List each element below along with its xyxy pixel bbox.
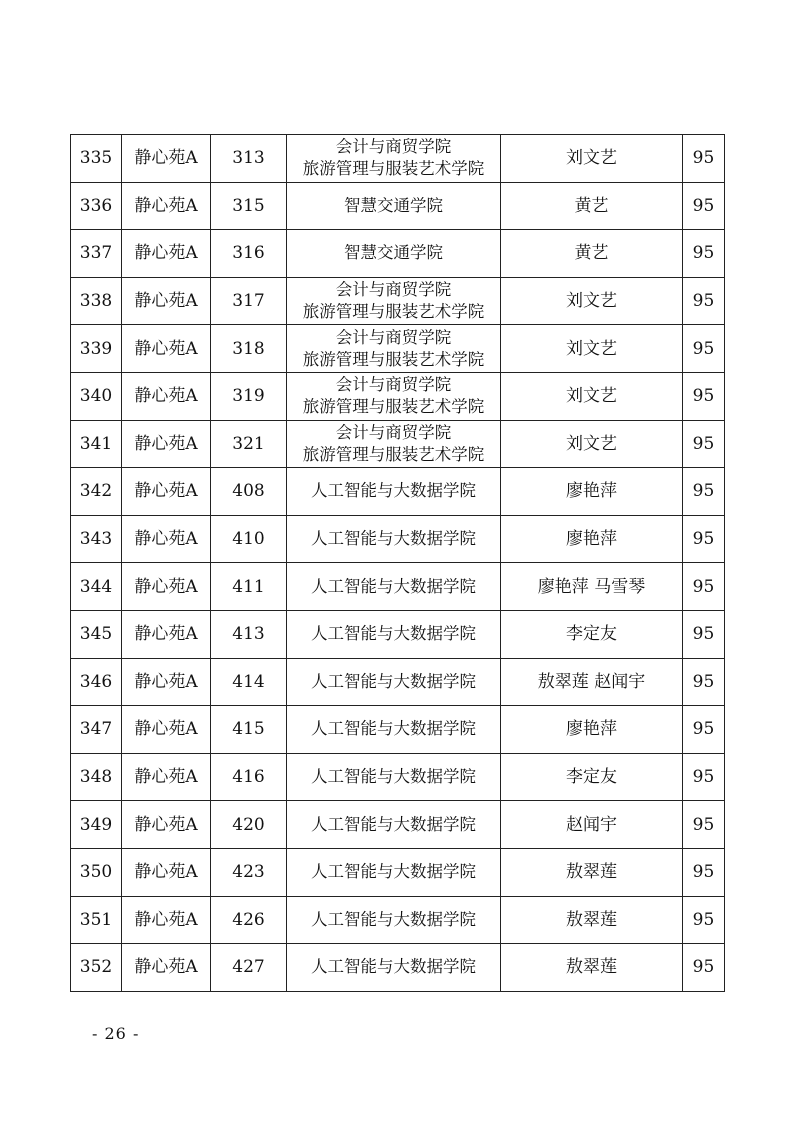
room-number-cell: 416	[211, 753, 287, 801]
college-name: 人工智能与大数据学院	[311, 862, 476, 882]
college-cell	[287, 848, 501, 896]
row-number-cell: 348	[71, 753, 122, 801]
room-number-cell: 411	[211, 563, 287, 611]
building-cell: 静心苑A	[122, 563, 211, 611]
college-name: 人工智能与大数据学院	[311, 529, 476, 549]
table-row	[71, 896, 725, 944]
room-number-cell: 410	[211, 515, 287, 563]
room-number-cell: 415	[211, 706, 287, 754]
college-name: 人工智能与大数据学院	[311, 957, 476, 977]
page-number: - 26 -	[92, 1024, 140, 1043]
counselor-cell: 赵闻宇	[501, 801, 683, 849]
building-cell: 静心苑A	[122, 372, 211, 420]
counselor-cell: 刘文艺	[501, 135, 683, 183]
room-number-cell: 420	[211, 801, 287, 849]
room-number-cell: 321	[211, 420, 287, 468]
score-cell: 95	[683, 135, 725, 183]
college-name: 会计与商贸学院	[335, 375, 452, 395]
college-cell	[287, 944, 501, 992]
room-number-cell: 319	[211, 372, 287, 420]
building-cell: 静心苑A	[122, 277, 211, 325]
college-cell	[287, 706, 501, 754]
table-row	[71, 277, 725, 325]
college-cell	[287, 515, 501, 563]
dormitory-score-table	[70, 134, 725, 992]
score-cell: 95	[683, 563, 725, 611]
building-cell: 静心苑A	[122, 706, 211, 754]
college-name: 会计与商贸学院	[335, 137, 452, 157]
college-name: 人工智能与大数据学院	[311, 767, 476, 787]
counselor-cell: 廖艳萍	[501, 515, 683, 563]
college-cell	[287, 468, 501, 516]
college-name: 人工智能与大数据学院	[311, 481, 476, 501]
building-cell: 静心苑A	[122, 420, 211, 468]
counselor-cell: 廖艳萍	[501, 468, 683, 516]
building-cell: 静心苑A	[122, 230, 211, 278]
row-number-cell: 352	[71, 944, 122, 992]
counselor-cell: 敖翠莲	[501, 944, 683, 992]
college-cell	[287, 135, 501, 183]
table-row	[71, 753, 725, 801]
row-number-cell: 347	[71, 706, 122, 754]
counselor-cell: 刘文艺	[501, 277, 683, 325]
score-cell: 95	[683, 372, 725, 420]
college-name: 人工智能与大数据学院	[311, 671, 476, 691]
counselor-cell: 黄艺	[501, 230, 683, 278]
row-number-cell: 344	[71, 563, 122, 611]
table-row	[71, 515, 725, 563]
building-cell: 静心苑A	[122, 658, 211, 706]
counselor-cell: 刘文艺	[501, 325, 683, 373]
table-row	[71, 325, 725, 373]
score-cell: 95	[683, 277, 725, 325]
counselor-cell: 敖翠莲	[501, 848, 683, 896]
counselor-cell: 敖翠莲	[501, 896, 683, 944]
building-cell: 静心苑A	[122, 896, 211, 944]
college-cell	[287, 420, 501, 468]
college-cell	[287, 182, 501, 230]
college-name: 旅游管理与服装艺术学院	[302, 302, 485, 322]
score-cell: 95	[683, 420, 725, 468]
row-number-cell: 335	[71, 135, 122, 183]
building-cell: 静心苑A	[122, 468, 211, 516]
score-cell: 95	[683, 706, 725, 754]
building-cell: 静心苑A	[122, 944, 211, 992]
row-number-cell: 349	[71, 801, 122, 849]
table-row	[71, 135, 725, 183]
college-name: 会计与商贸学院	[335, 422, 452, 442]
score-cell: 95	[683, 848, 725, 896]
score-cell: 95	[683, 753, 725, 801]
counselor-cell: 李定友	[501, 610, 683, 658]
college-name: 人工智能与大数据学院	[311, 909, 476, 929]
college-cell	[287, 325, 501, 373]
table-body	[71, 135, 725, 992]
row-number-cell: 350	[71, 848, 122, 896]
counselor-cell: 刘文艺	[501, 420, 683, 468]
row-number-cell: 338	[71, 277, 122, 325]
row-number-cell: 341	[71, 420, 122, 468]
room-number-cell: 426	[211, 896, 287, 944]
building-cell: 静心苑A	[122, 135, 211, 183]
room-number-cell: 313	[211, 135, 287, 183]
score-cell: 95	[683, 468, 725, 516]
college-name: 智慧交通学院	[344, 243, 443, 263]
score-cell: 95	[683, 325, 725, 373]
score-cell: 95	[683, 896, 725, 944]
table-row	[71, 610, 725, 658]
score-cell: 95	[683, 182, 725, 230]
building-cell: 静心苑A	[122, 515, 211, 563]
table-row	[71, 230, 725, 278]
table-row	[71, 372, 725, 420]
college-name: 旅游管理与服装艺术学院	[302, 349, 485, 369]
row-number-cell: 343	[71, 515, 122, 563]
building-cell: 静心苑A	[122, 182, 211, 230]
score-cell: 95	[683, 944, 725, 992]
college-cell	[287, 610, 501, 658]
college-name: 智慧交通学院	[344, 195, 443, 215]
counselor-cell: 廖艳萍	[501, 706, 683, 754]
row-number-cell: 336	[71, 182, 122, 230]
room-number-cell: 315	[211, 182, 287, 230]
score-cell: 95	[683, 230, 725, 278]
row-number-cell: 342	[71, 468, 122, 516]
row-number-cell: 337	[71, 230, 122, 278]
room-number-cell: 317	[211, 277, 287, 325]
building-cell: 静心苑A	[122, 610, 211, 658]
college-cell	[287, 230, 501, 278]
college-name: 旅游管理与服装艺术学院	[302, 444, 485, 464]
row-number-cell: 346	[71, 658, 122, 706]
table-row	[71, 706, 725, 754]
college-cell	[287, 753, 501, 801]
counselor-cell: 刘文艺	[501, 372, 683, 420]
room-number-cell: 414	[211, 658, 287, 706]
counselor-cell: 黄艺	[501, 182, 683, 230]
building-cell: 静心苑A	[122, 801, 211, 849]
room-number-cell: 318	[211, 325, 287, 373]
table-row	[71, 801, 725, 849]
table-row	[71, 182, 725, 230]
college-name: 会计与商贸学院	[335, 280, 452, 300]
table-row	[71, 468, 725, 516]
score-cell: 95	[683, 610, 725, 658]
score-cell: 95	[683, 515, 725, 563]
counselor-cell: 李定友	[501, 753, 683, 801]
room-number-cell: 427	[211, 944, 287, 992]
building-cell: 静心苑A	[122, 753, 211, 801]
room-number-cell: 408	[211, 468, 287, 516]
college-name: 人工智能与大数据学院	[311, 624, 476, 644]
college-cell	[287, 372, 501, 420]
counselor-cell: 廖艳萍 马雪琴	[501, 563, 683, 611]
college-name: 人工智能与大数据学院	[311, 814, 476, 834]
row-number-cell: 351	[71, 896, 122, 944]
room-number-cell: 423	[211, 848, 287, 896]
college-cell	[287, 658, 501, 706]
college-name: 人工智能与大数据学院	[311, 576, 476, 596]
row-number-cell: 340	[71, 372, 122, 420]
college-cell	[287, 277, 501, 325]
college-name: 旅游管理与服装艺术学院	[302, 397, 485, 417]
college-name: 人工智能与大数据学院	[311, 719, 476, 739]
score-cell: 95	[683, 658, 725, 706]
building-cell: 静心苑A	[122, 325, 211, 373]
college-name: 旅游管理与服装艺术学院	[302, 159, 485, 179]
score-cell: 95	[683, 801, 725, 849]
college-cell	[287, 563, 501, 611]
table-row	[71, 848, 725, 896]
table-row	[71, 944, 725, 992]
room-number-cell: 316	[211, 230, 287, 278]
table-row	[71, 420, 725, 468]
table-row	[71, 658, 725, 706]
row-number-cell: 345	[71, 610, 122, 658]
college-cell	[287, 896, 501, 944]
row-number-cell: 339	[71, 325, 122, 373]
counselor-cell: 敖翠莲 赵闻宇	[501, 658, 683, 706]
building-cell: 静心苑A	[122, 848, 211, 896]
room-number-cell: 413	[211, 610, 287, 658]
college-name: 会计与商贸学院	[335, 327, 452, 347]
college-cell	[287, 801, 501, 849]
table-row	[71, 563, 725, 611]
